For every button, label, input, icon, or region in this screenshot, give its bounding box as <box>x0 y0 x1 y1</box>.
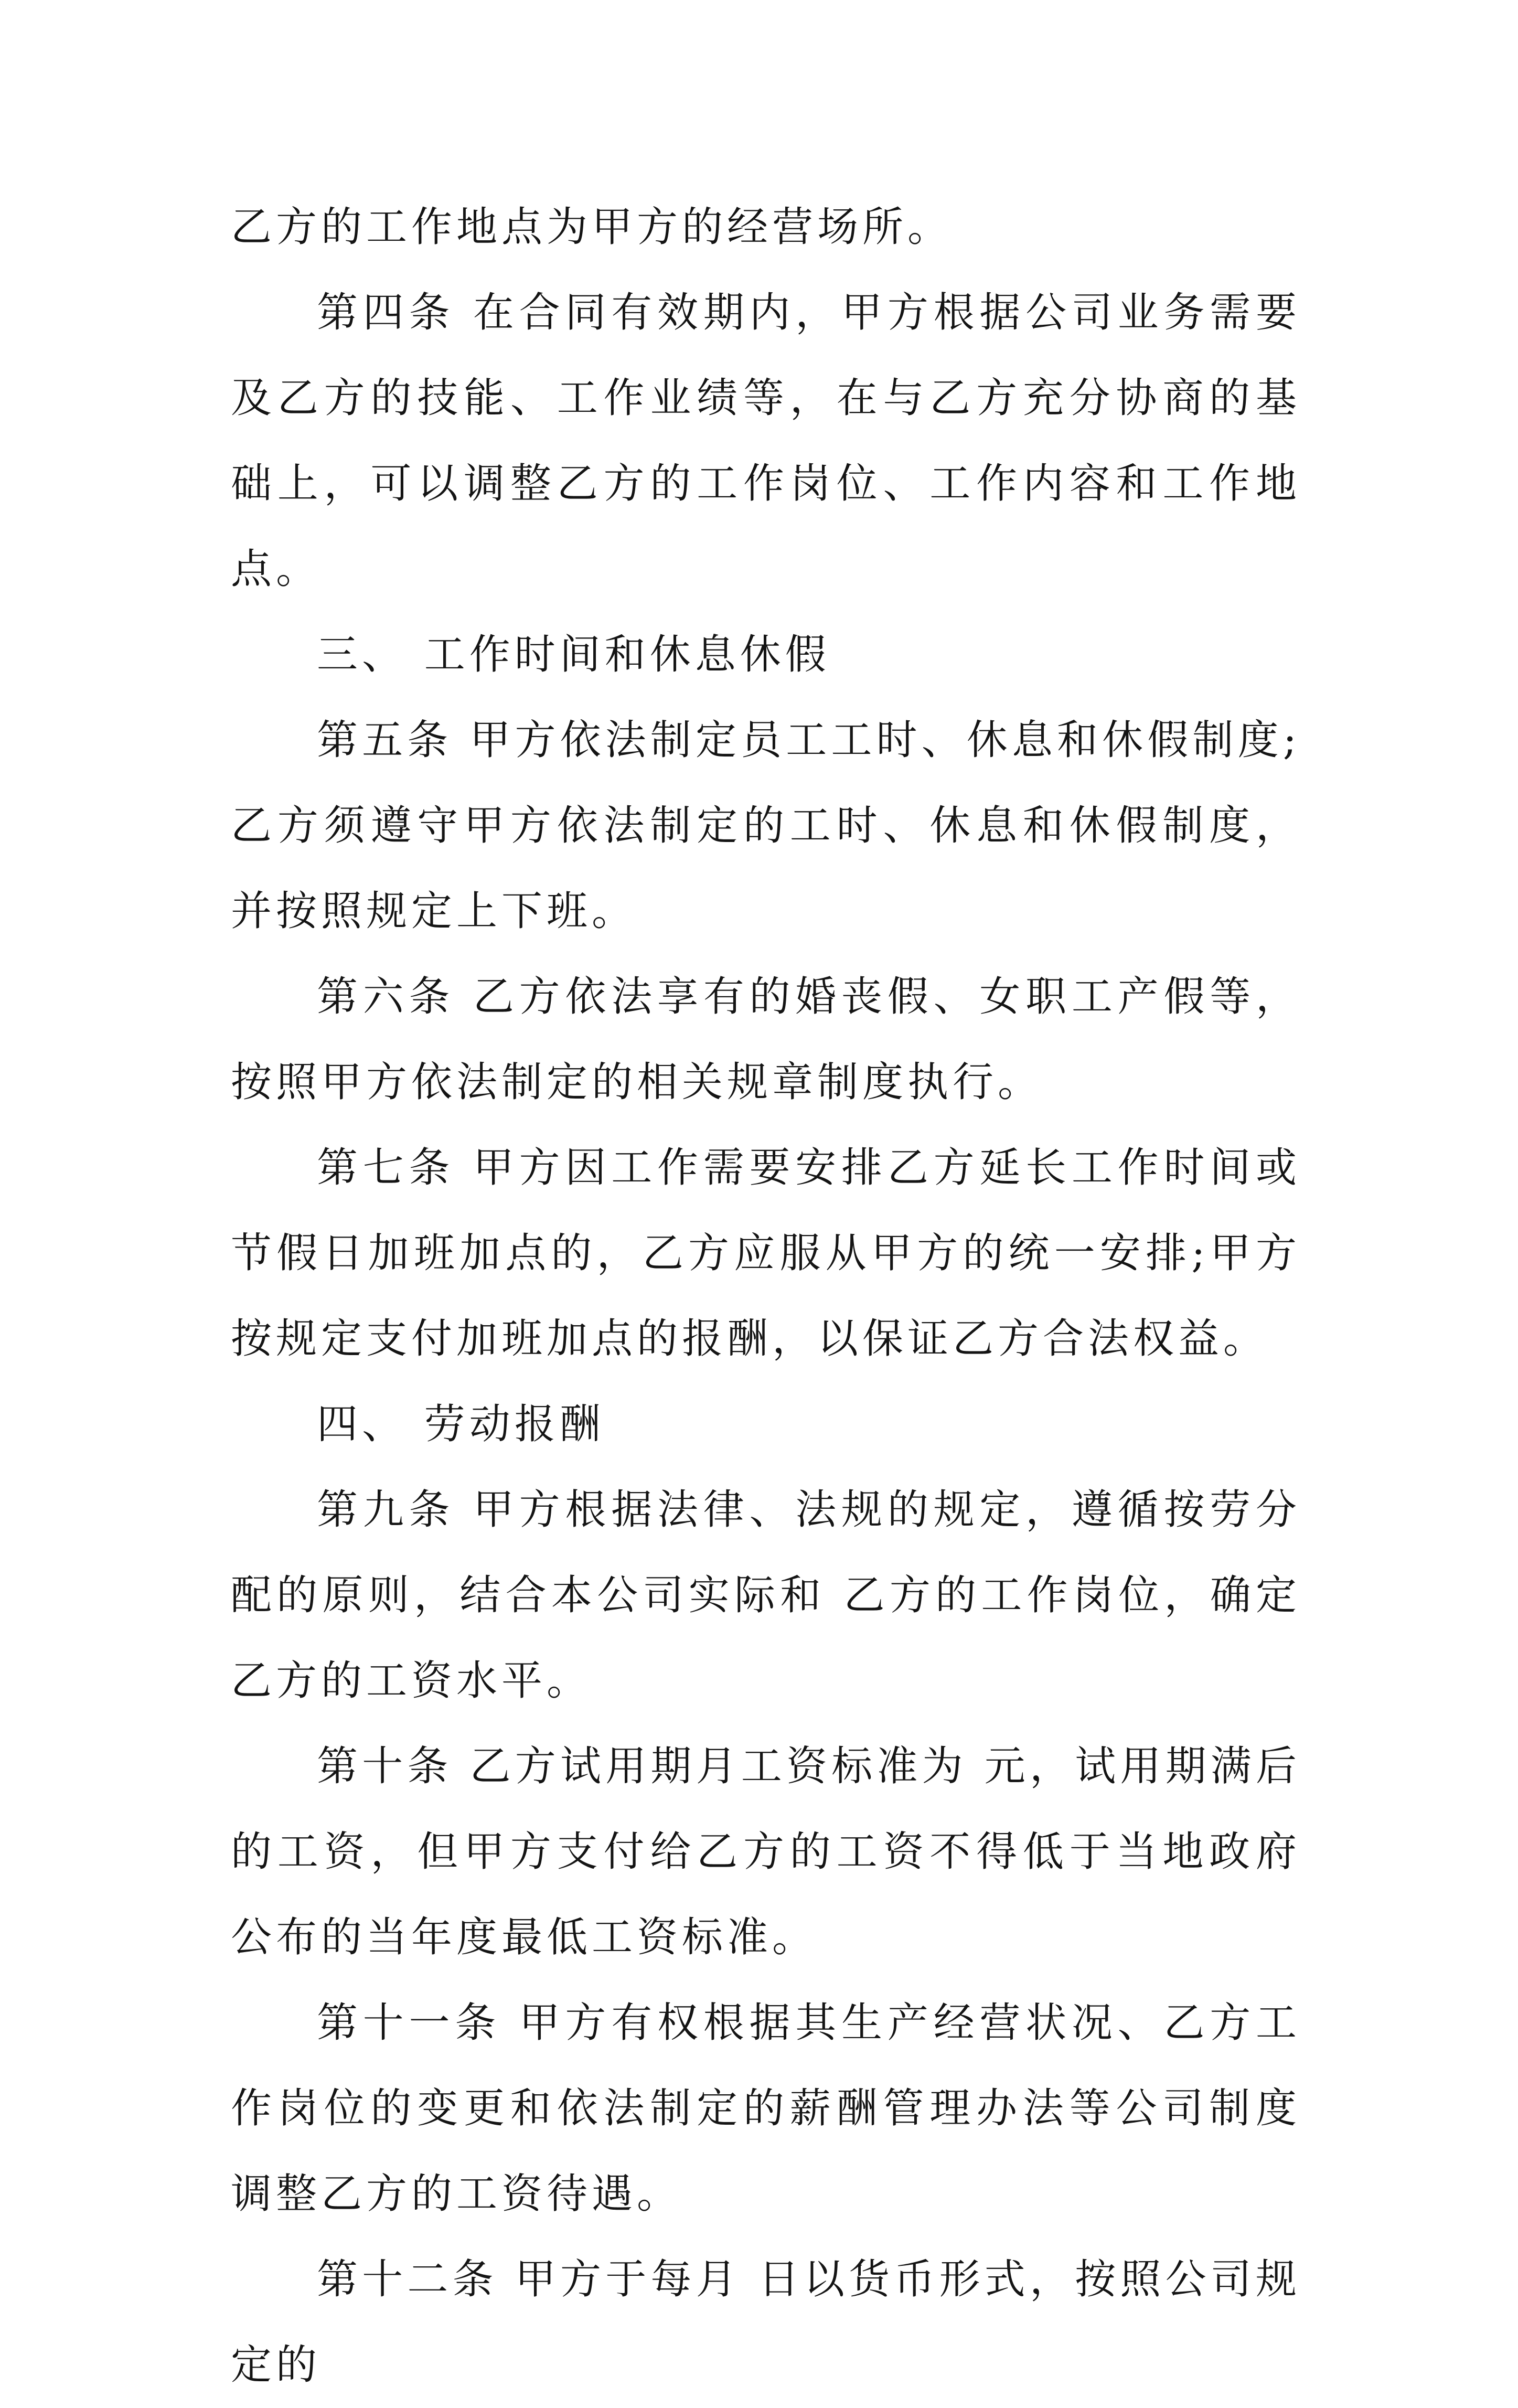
paragraph-article-4: 第四条 在合同有效期内，甲方根据公司业务需要及乙方的技能、工作业绩等，在与乙方充分协商的基础上，可以调整乙方的工作岗位、工作内容和工作地点。 <box>231 289 1301 593</box>
paragraph-article-10: 第十条 乙方试用期月工资标准为 元，试用期满后的工资，但甲方支付给乙方的工资不得低于当地政府公布的当年度最低工资标准。 <box>231 1743 1301 1961</box>
paragraph-work-location: 乙方的工作地点为甲方的经营场所。 <box>231 204 953 251</box>
section-heading-work-hours: 三、 工作时间和休息休假 <box>317 631 830 678</box>
paragraph-article-9: 第九条 甲方根据法律、法规的规定，遵循按劳分配的原则，结合本公司实际和 乙方的工作岗位，确定乙方的工资水平。 <box>231 1486 1301 1704</box>
contract-body <box>231 185 1301 2408</box>
paragraph-article-12: 第十二条 甲方于每月 日以货币形式，按照公司规定的 <box>231 2256 1301 2389</box>
paragraph-article-11: 第十一条 甲方有权根据其生产经营状况、乙方工作岗位的变更和依法制定的薪酬管理办法等公司制度调整乙方的工资待遇。 <box>231 1999 1301 2218</box>
paragraph-article-5: 第五条 甲方依法制定员工工时、休息和休假制度;乙方须遵守甲方依法制定的工时、休息和休假制度，并按照规定上下班。 <box>231 717 1301 935</box>
paragraph-article-6: 第六条 乙方依法享有的婚丧假、女职工产假等，按照甲方依法制定的相关规章制度执行。 <box>231 973 1301 1106</box>
section-heading-remuneration: 四、 劳动报酬 <box>317 1401 605 1448</box>
paragraph-article-7: 第七条 甲方因工作需要安排乙方延长工作时间或节假日加班加点的，乙方应服从甲方的统一安排;甲方按规定支付加班加点的报酬，以保证乙方合法权益。 <box>231 1144 1301 1362</box>
